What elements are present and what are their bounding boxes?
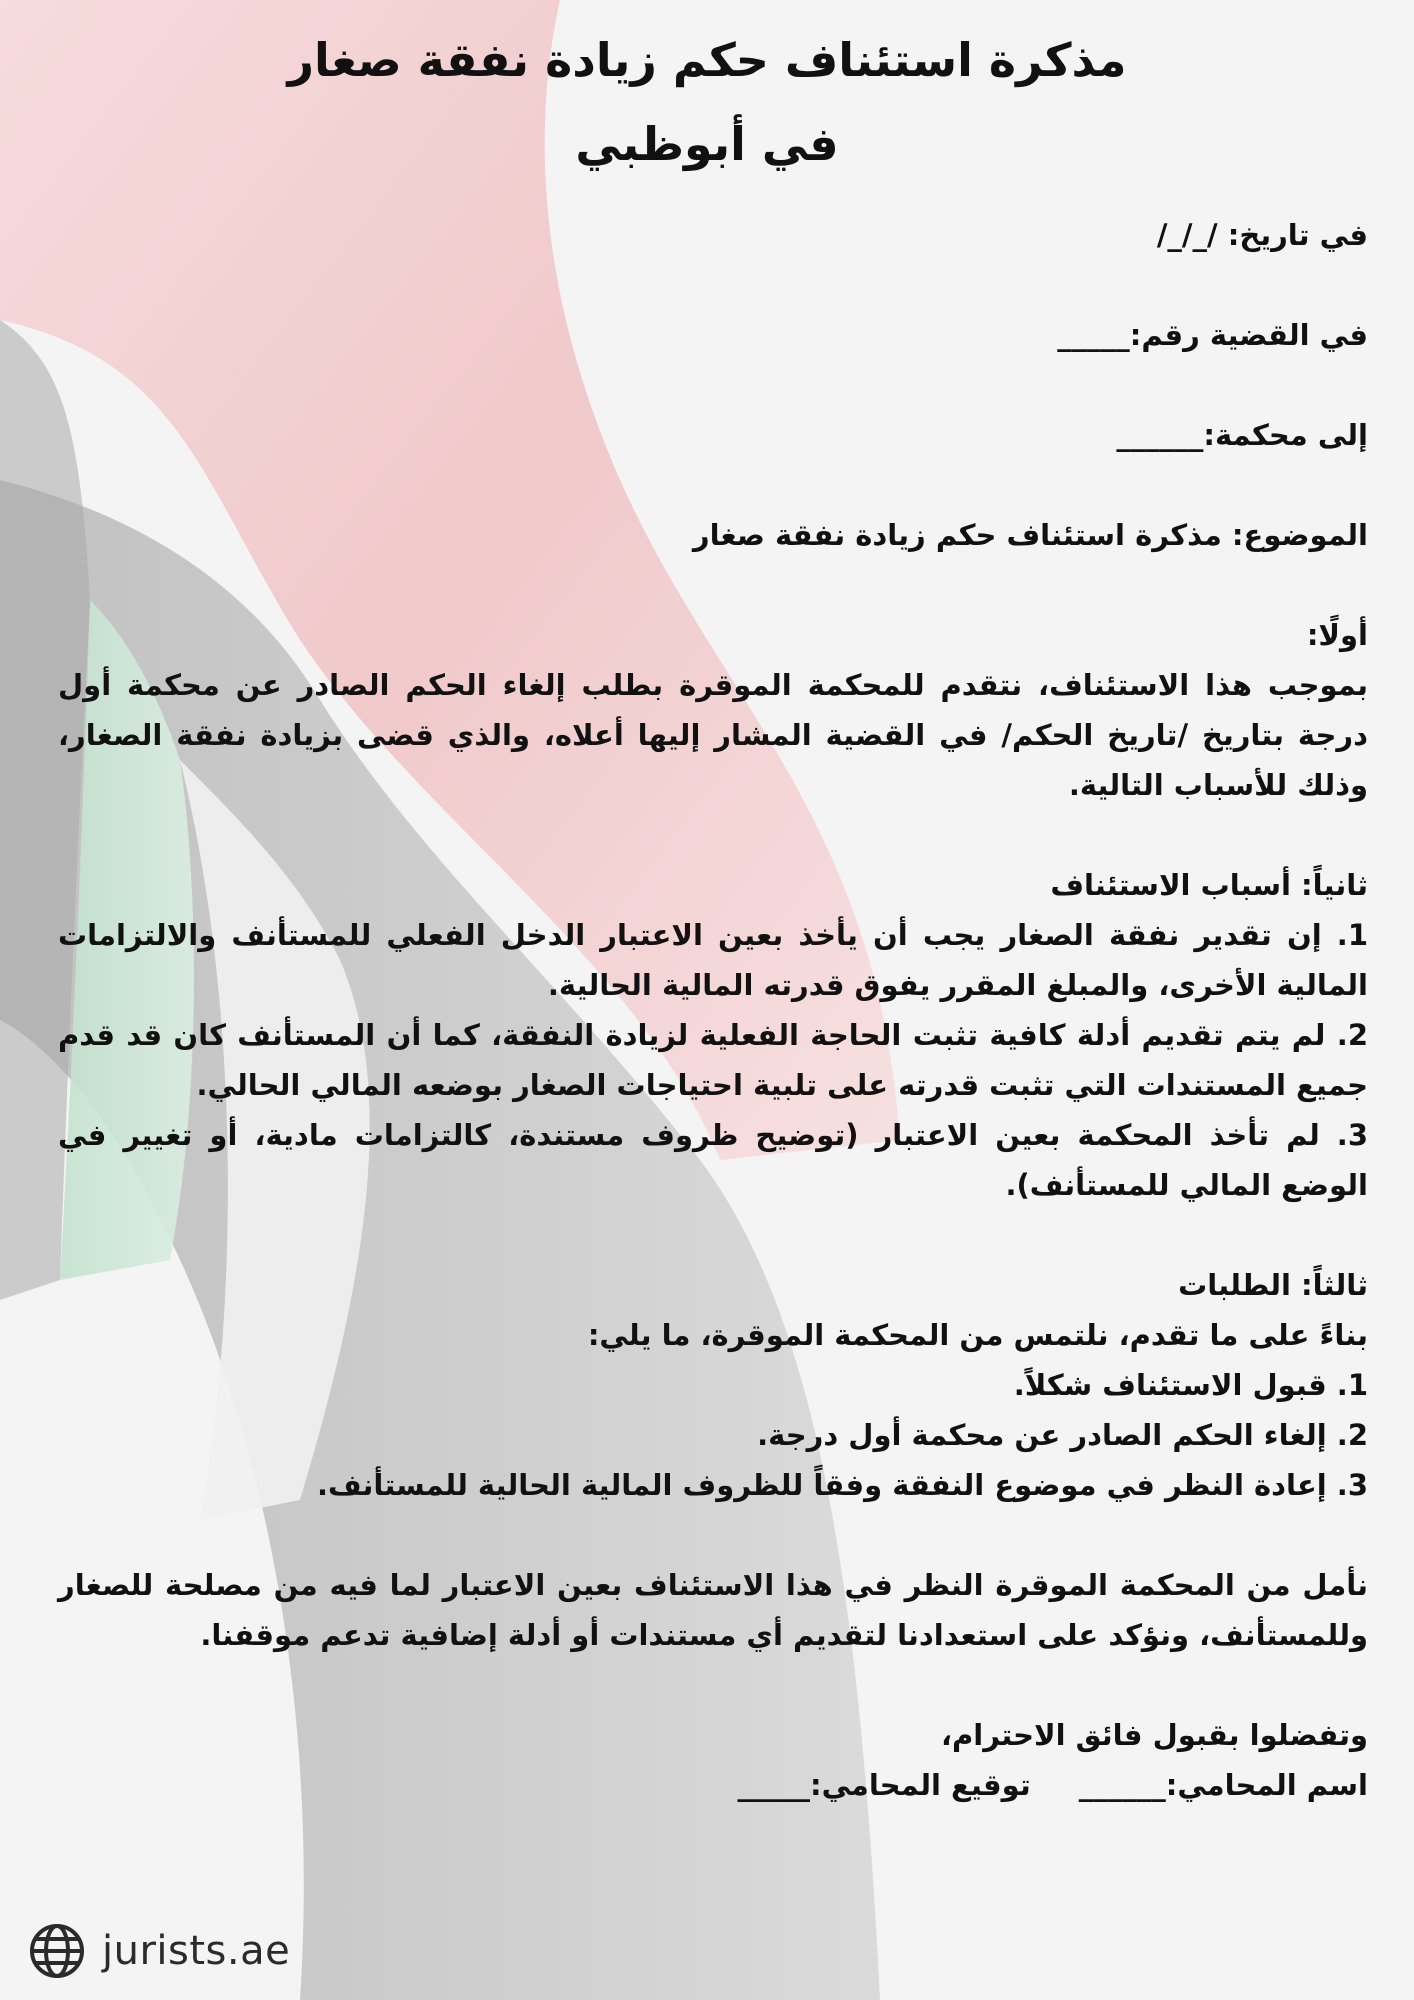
title-line-1: مذكرة استئناف حكم زيادة نفقة صغار — [287, 33, 1127, 87]
signature-row — [58, 1760, 1368, 1810]
reason-item: 2. لم يتم تقديم أدلة كافية تثبت الحاجة الفعلية لزيادة النفقة، كما أن المستأنف كان قد قدم جميع المستندات التي تثبت قدرته على تلبية احتياجات الصغار بوضعه المالي الحالي. — [58, 1018, 1368, 1102]
brand-name: jurists.ae — [102, 1928, 291, 1974]
reason-item: 3. لم تأخذ المحكمة بعين الاعتبار (توضيح ظروف مستندة، كالتزامات مادية، أو تغيير في الوضع المالي للمستأنف). — [58, 1118, 1368, 1202]
subject-line: الموضوع: مذكرة استئناف حكم زيادة نفقة صغار — [692, 518, 1368, 552]
date-field: في تاريخ: /_/_/ — [1156, 218, 1368, 252]
request-item: 2. إلغاء الحكم الصادر عن محكمة أول درجة. — [757, 1418, 1368, 1452]
section-third-heading: ثالثاً: الطلبات — [1178, 1268, 1368, 1302]
footer-brand — [28, 1922, 290, 1980]
case-number-field: في القضية رقم:_____ — [1057, 318, 1368, 352]
request-item: 3. إعادة النظر في موضوع النفقة وفقاً للظروف المالية الحالية للمستأنف. — [316, 1468, 1368, 1502]
request-item: 1. قبول الاستئناف شكلاً. — [1013, 1368, 1368, 1402]
closing-regards: وتفضلوا بقبول فائق الاحترام، — [941, 1718, 1368, 1752]
closing-paragraph: نأمل من المحكمة الموقرة النظر في هذا الاستئناف بعين الاعتبار لما فيه من مصلحة للصغار وللمستأنف، ونؤكد على استعدادنا لتقديم أي مستندات أو أدلة إضافية تدعم موقفنا. — [58, 1568, 1368, 1652]
lawyer-name-field: اسم المحامي:______ — [1078, 1768, 1368, 1802]
document-body — [58, 210, 1368, 1810]
title-line-2: في أبوظبي — [575, 117, 839, 171]
section-first-body: بموجب هذا الاستئناف، نتقدم للمحكمة الموقرة بطلب إلغاء الحكم الصادر عن محكمة أول درجة بتاريخ /تاريخ الحكم/ في القضية المشار إليها أعلاه، والذي قضى بزيادة نفقة الصغار، وذلك للأسباب التالية. — [58, 668, 1368, 802]
lawyer-signature-field: توقيع المحامي:_____ — [737, 1768, 1031, 1802]
section-second-heading: ثانياً: أسباب الاستئناف — [1050, 868, 1368, 902]
requests-intro: بناءً على ما تقدم، نلتمس من المحكمة الموقرة، ما يلي: — [587, 1318, 1368, 1352]
reason-item: 1. إن تقدير نفقة الصغار يجب أن يأخذ بعين الاعتبار الدخل الفعلي للمستأنف والالتزامات المالية الأخرى، والمبلغ المقرر يفوق قدرته المالية الحالية. — [58, 918, 1368, 1002]
court-field: إلى محكمة:______ — [1116, 418, 1368, 452]
section-first-heading: أولًا: — [1306, 618, 1368, 652]
globe-icon — [28, 1922, 86, 1980]
document-title — [150, 18, 1264, 186]
